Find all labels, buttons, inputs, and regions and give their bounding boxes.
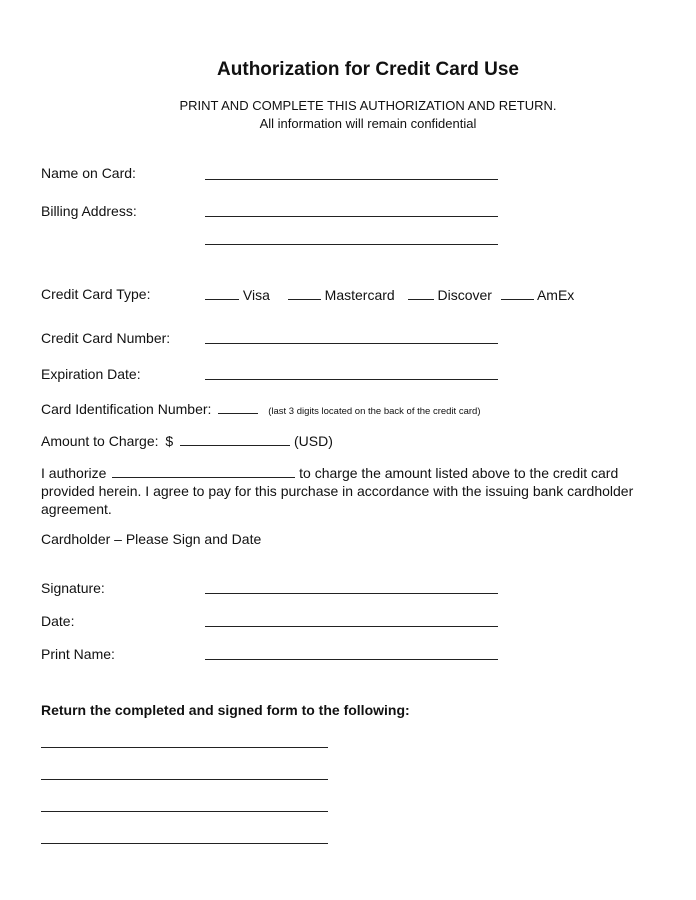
return-address-line-4[interactable]	[41, 843, 328, 844]
amount-field[interactable]	[180, 431, 290, 446]
card-type-options	[205, 285, 574, 304]
billing-address-field-2[interactable]	[205, 244, 498, 245]
card-number-label: Credit Card Number:	[41, 330, 171, 346]
amex-label: AmEx	[536, 287, 575, 303]
print-name-field[interactable]	[205, 659, 498, 660]
date-field[interactable]	[205, 626, 498, 627]
page-title: Authorization for Credit Card Use	[217, 59, 519, 80]
return-address-line-1[interactable]	[41, 747, 328, 748]
visa-checkbox[interactable]	[205, 285, 239, 300]
name-on-card-field[interactable]	[205, 179, 498, 180]
date-label: Date:	[41, 613, 75, 629]
billing-address-field-1[interactable]	[205, 216, 498, 217]
cardholder-heading: Cardholder – Please Sign and Date	[41, 531, 262, 547]
card-number-field[interactable]	[205, 343, 498, 344]
name-on-card-label: Name on Card:	[41, 165, 136, 181]
visa-label: Visa	[242, 287, 270, 303]
signature-label: Signature:	[41, 580, 105, 596]
cid-field[interactable]	[218, 399, 258, 414]
mastercard-checkbox[interactable]	[288, 285, 321, 300]
instructions: PRINT AND COMPLETE THIS AUTHORIZATION AND RETURN.	[179, 98, 557, 113]
cid-label: Card Identification Number:	[41, 401, 212, 417]
authorization-paragraph	[41, 463, 661, 518]
amount-label: Amount to Charge:	[41, 433, 159, 449]
signature-field[interactable]	[205, 593, 498, 594]
amount-unit: (USD)	[293, 433, 333, 449]
confidentiality-note: All information will remain confidential	[259, 116, 477, 131]
print-name-label: Print Name:	[41, 646, 115, 662]
discover-label: Discover	[437, 287, 492, 303]
mastercard-label: Mastercard	[324, 287, 395, 303]
return-heading: Return the completed and signed form to the following:	[41, 702, 410, 718]
authorization-text: to charge the amount listed above to the credit card provided herein. I agree to pay for this purchase in accordance with the issuing bank cardholder agreement.	[41, 465, 634, 517]
amex-checkbox[interactable]	[501, 285, 534, 300]
expiration-label: Expiration Date:	[41, 366, 141, 382]
cid-note: (last 3 digits located on the back of the credit card)	[268, 406, 481, 417]
return-address-line-3[interactable]	[41, 811, 328, 812]
authorize-prefix: I authorize	[41, 465, 107, 481]
expiration-field[interactable]	[205, 379, 498, 380]
currency-symbol: $	[165, 433, 174, 449]
amount-row	[41, 431, 333, 450]
card-type-label: Credit Card Type:	[41, 286, 151, 302]
billing-address-label: Billing Address:	[41, 203, 137, 219]
cid-row	[41, 399, 480, 421]
discover-checkbox[interactable]	[408, 285, 434, 300]
return-address-line-2[interactable]	[41, 779, 328, 780]
merchant-name-field[interactable]	[112, 463, 295, 478]
